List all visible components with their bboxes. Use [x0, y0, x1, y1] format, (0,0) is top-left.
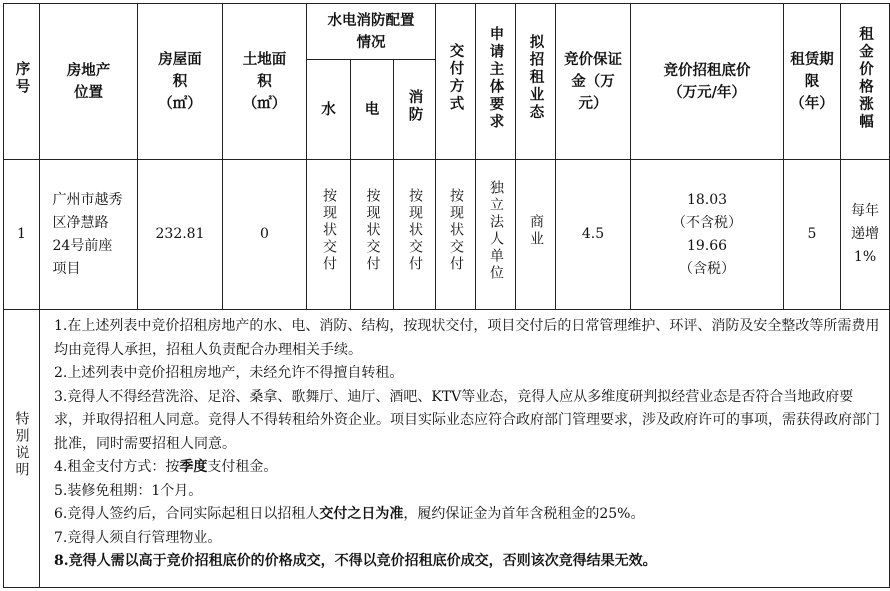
cell-electricity: 按现状交付 — [351, 160, 394, 310]
note-item: 7.竞得人须自行管理物业。 — [54, 529, 222, 546]
header-seq: 序号 — [4, 4, 40, 160]
header-electricity: 电 — [351, 60, 394, 160]
header-business: 拟招租业态 — [516, 4, 556, 160]
note-item: 2.上述列表中竞价招租房地产，未经允许不得擅自转租。 — [54, 365, 404, 381]
cell-water: 按现状交付 — [307, 160, 351, 310]
special-notes — [40, 310, 890, 588]
header-house-area: 房屋面积（㎡） — [138, 4, 223, 160]
lease-table — [3, 3, 890, 588]
note-item: 1.在上述列表中竞价招租房地产的水、电、消防、结构，按现状交付，项目交付后的日常管理维护、环评、消防及安全整改等所需费用均由竞得人承担，招租人负责配合办理相关手续。 — [54, 318, 880, 358]
header-fire: 消防 — [394, 60, 436, 160]
cell-delivery: 按现状交付 — [436, 160, 476, 310]
cell-fire: 按现状交付 — [394, 160, 436, 310]
header-rent-increase: 租金价格涨幅 — [841, 4, 890, 160]
header-land-area: 土地面积（㎡） — [223, 4, 307, 160]
incl-tax-note: （含税） — [679, 260, 736, 277]
header-applicant: 申请主体要求 — [476, 4, 516, 160]
cell-base-rent — [631, 160, 784, 310]
note-item: 5.装修免租期：1个月。 — [54, 482, 203, 499]
header-base-rent: 竞价招租底价（万元/年） — [631, 4, 784, 160]
cell-location: 广州市越秀区净慧路24号前座项目 — [40, 160, 138, 310]
excl-tax-note: （不含税） — [672, 214, 743, 231]
header-location: 房地产位置 — [40, 4, 138, 160]
cell-land-area: 0 — [223, 160, 307, 310]
base-rent-incl: 19.66 — [686, 237, 728, 254]
cell-deposit: 4.5 — [556, 160, 631, 310]
table-row — [4, 160, 890, 310]
note-item: 4.租金支付方式：按季度支付租金。 — [54, 459, 278, 475]
base-rent-excl: 18.03 — [686, 191, 728, 208]
header-water: 水 — [307, 60, 351, 160]
cell-business: 商业 — [516, 160, 556, 310]
header-delivery: 交付方式 — [436, 4, 476, 160]
cell-rent-increase: 每年递增1% — [841, 160, 890, 310]
note-item: 6.竞得人签约后，合同实际起租日以招租人交付之日为准，履约保证金为首年含税租金的25%。 — [54, 506, 645, 522]
header-lease-term: 租赁期限（年） — [784, 4, 841, 160]
cell-lease-term: 5 — [784, 160, 841, 310]
cell-seq: 1 — [4, 160, 40, 310]
special-notes-label: 特别说明 — [4, 310, 40, 588]
note-item: 8.竞得人需以高于竞价招租底价的价格成交，不得以竞价招租底价成交，否则该次竞得结果无效。 — [54, 553, 657, 569]
cell-applicant: 独立法人单位 — [476, 160, 516, 310]
note-item: 3.竞得人不得经营洗浴、足浴、桑拿、歌舞厅、迪厅、酒吧、KTV等业态，竞得人应从多维度研判拟经营业态是否符合当地政府要求，并取得招租人同意。竞得人不得转租给外资企业。项目实际业态应符合政府部门管理要求，涉及政府许可的事项，需获得政府部门批准，同时需要招租人同意。 — [54, 388, 880, 452]
cell-house-area: 232.81 — [138, 160, 223, 310]
header-utilities-group: 水电消防配置情况 — [307, 4, 436, 60]
header-deposit: 竞价保证金（万元） — [556, 4, 631, 160]
